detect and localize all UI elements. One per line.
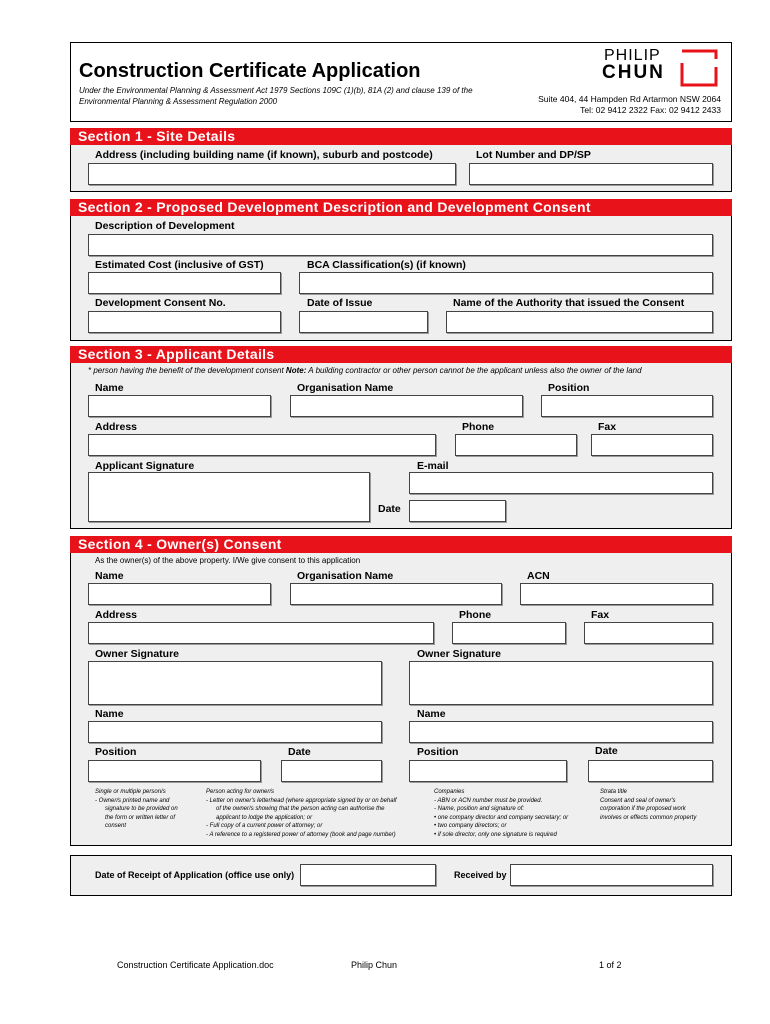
applicant-date-label: Date xyxy=(378,503,401,515)
company-contact: Tel: 02 9412 2322 Fax: 02 9412 2433 xyxy=(580,105,721,115)
section2-header: Section 2 - Proposed Development Description and Development Consent xyxy=(70,199,732,216)
site-address-field[interactable] xyxy=(88,163,456,185)
applicant-email-field[interactable] xyxy=(409,472,713,494)
logo-text-philip: PHILIP xyxy=(604,47,661,64)
company-address: Suite 404, 44 Hampden Rd Artarmon NSW 2064 xyxy=(538,94,721,104)
applicant-note-bold: Note: xyxy=(285,366,307,375)
applicant-email-label: E-mail xyxy=(417,460,449,472)
authority-field[interactable] xyxy=(446,311,713,333)
owner-phone-field[interactable] xyxy=(452,622,566,644)
guidance-line: Single or multiple person/s xyxy=(95,789,166,795)
applicant-position-label: Position xyxy=(548,382,590,394)
applicant-fax-field[interactable] xyxy=(591,434,713,456)
applicant-position-field[interactable] xyxy=(541,395,713,417)
guidance-line: involves or effects common property xyxy=(600,814,697,821)
date-of-issue-label: Date of Issue xyxy=(307,297,373,309)
applicant-phone-field[interactable] xyxy=(455,434,577,456)
owner-fax-label: Fax xyxy=(591,609,610,621)
lot-number-label: Lot Number and DP/SP xyxy=(476,149,591,161)
subtitle-line2: Environmental Planning & Assessment Regulation 2000 xyxy=(79,97,278,106)
owner-signature-2-label: Owner Signature xyxy=(417,648,502,660)
receipt-date-field[interactable] xyxy=(300,864,436,886)
owner-address-field[interactable] xyxy=(88,622,434,644)
logo-bracket-icon xyxy=(678,49,720,87)
estimated-cost-label: Estimated Cost (inclusive of GST) xyxy=(95,259,264,271)
footer-page-number: 1 of 2 xyxy=(599,960,622,970)
owner-fax-field[interactable] xyxy=(584,622,713,644)
guidance-line: signature to be provided on xyxy=(105,806,178,812)
applicant-note xyxy=(88,366,642,375)
applicant-name-label: Name xyxy=(95,382,124,394)
owner-date-2-label: Date xyxy=(595,745,618,757)
guidance-individual xyxy=(95,788,178,831)
applicant-signature-label: Applicant Signature xyxy=(95,460,195,472)
guidance-line: consent xyxy=(105,823,127,829)
guidance-line: • one company director and company secretary; or xyxy=(434,814,569,821)
guidance-line: - Owner/s printed name and xyxy=(95,797,170,804)
owner-position-2-label: Position xyxy=(417,746,459,758)
subtitle-line1: Under the Environmental Planning & Assessment Act 1979 Sections 109C (1)(b), 81A (2) and clause 139 of the xyxy=(79,86,473,95)
owner-name-field[interactable] xyxy=(88,583,271,605)
site-address-label: Address (including building name (if known), suburb and postcode) xyxy=(95,149,433,161)
owner-name-1-field[interactable] xyxy=(88,721,382,743)
estimated-cost-field[interactable] xyxy=(88,272,281,294)
date-of-issue-field[interactable] xyxy=(299,311,428,333)
owner-position-1-label: Position xyxy=(95,746,137,758)
receipt-date-label: Date of Receipt of Application (office use only) xyxy=(95,870,295,880)
applicant-org-field[interactable] xyxy=(290,395,523,417)
owner-position-2-field[interactable] xyxy=(409,760,567,782)
logo-text-chun: CHUN xyxy=(602,62,665,83)
consent-no-field[interactable] xyxy=(88,311,281,333)
owner-date-1-label: Date xyxy=(288,746,311,758)
owner-signature-2-field[interactable] xyxy=(409,661,713,705)
guidance-line: the form or written letter of xyxy=(105,814,176,821)
applicant-note-rest: A building contractor or other person cannot be the applicant unless also the owner of the land xyxy=(306,366,642,375)
owner-name-label: Name xyxy=(95,570,124,582)
guidance-line: - Letter on owner's letterhead (where appropriate signed by or on behalf xyxy=(206,797,397,804)
guidance-line: - ABN or ACN number must be provided. xyxy=(434,797,543,804)
section3-header: Section 3 - Applicant Details xyxy=(70,346,732,363)
bca-classification-field[interactable] xyxy=(299,272,713,294)
guidance-companies xyxy=(434,788,568,839)
bca-classification-label: BCA Classification(s) (if known) xyxy=(307,259,466,271)
applicant-address-label: Address xyxy=(95,421,138,433)
owner-name-2-label: Name xyxy=(417,708,446,720)
description-label: Description of Development xyxy=(95,220,235,232)
guidance-line: • two company directors; or xyxy=(434,823,507,829)
guidance-agent xyxy=(206,788,397,839)
guidance-line: Companies xyxy=(434,789,465,795)
section4-header: Section 4 - Owner(s) Consent xyxy=(70,536,732,553)
owner-acn-field[interactable] xyxy=(520,583,713,605)
owner-address-label: Address xyxy=(95,609,138,621)
applicant-date-field[interactable] xyxy=(409,500,506,522)
owner-org-field[interactable] xyxy=(290,583,502,605)
guidance-line: of the owner/s showing that the person acting can authorise the xyxy=(216,806,385,812)
applicant-phone-label: Phone xyxy=(462,421,495,433)
guidance-line: Strata title xyxy=(600,789,628,795)
owner-signature-1-label: Owner Signature xyxy=(95,648,180,660)
applicant-address-field[interactable] xyxy=(88,434,436,456)
guidance-strata xyxy=(600,788,696,822)
owner-phone-label: Phone xyxy=(459,609,492,621)
owner-name-2-field[interactable] xyxy=(409,721,713,743)
applicant-name-field[interactable] xyxy=(88,395,271,417)
guidance-line: - Name, position and signature of: xyxy=(434,806,525,812)
consent-no-label: Development Consent No. xyxy=(95,297,226,309)
section1-header: Section 1 - Site Details xyxy=(70,128,732,145)
received-by-field[interactable] xyxy=(510,864,713,886)
authority-label: Name of the Authority that issued the Consent xyxy=(453,297,685,309)
owner-date-2-field[interactable] xyxy=(588,760,713,782)
owner-position-1-field[interactable] xyxy=(88,760,261,782)
owner-org-label: Organisation Name xyxy=(297,570,394,582)
owner-date-1-field[interactable] xyxy=(281,760,382,782)
owner-acn-label: ACN xyxy=(527,570,550,582)
company-logo xyxy=(598,47,723,87)
guidance-line: corporation if the proposed work xyxy=(600,806,686,812)
owner-name-1-label: Name xyxy=(95,708,124,720)
guidance-line: applicant to lodge the application; or xyxy=(216,814,313,821)
applicant-note-prefix: * person having the benefit of the development consent xyxy=(88,366,286,375)
guidance-line: - A reference to a registered power of attorney (book and page number) xyxy=(206,831,396,838)
applicant-fax-label: Fax xyxy=(598,421,617,433)
owner-consent-note: As the owner(s) of the above property. I/We give consent to this application xyxy=(95,556,361,565)
guidance-line: Person acting for owner/s xyxy=(206,789,275,795)
applicant-signature-field[interactable] xyxy=(88,472,370,522)
applicant-org-label: Organisation Name xyxy=(297,382,394,394)
page-title: Construction Certificate Application xyxy=(79,60,421,82)
description-field[interactable] xyxy=(88,234,713,256)
footer-filename: Construction Certificate Application.doc xyxy=(117,960,274,970)
footer-author: Philip Chun xyxy=(351,960,398,970)
guidance-line: • if sole director, only one signature is required xyxy=(434,831,557,838)
received-by-label: Received by xyxy=(454,870,507,880)
guidance-line: - Full copy of a current power of attorney; or xyxy=(206,823,323,829)
guidance-line: Consent and seal of owner's xyxy=(600,797,676,804)
lot-number-field[interactable] xyxy=(469,163,713,185)
owner-signature-1-field[interactable] xyxy=(88,661,382,705)
